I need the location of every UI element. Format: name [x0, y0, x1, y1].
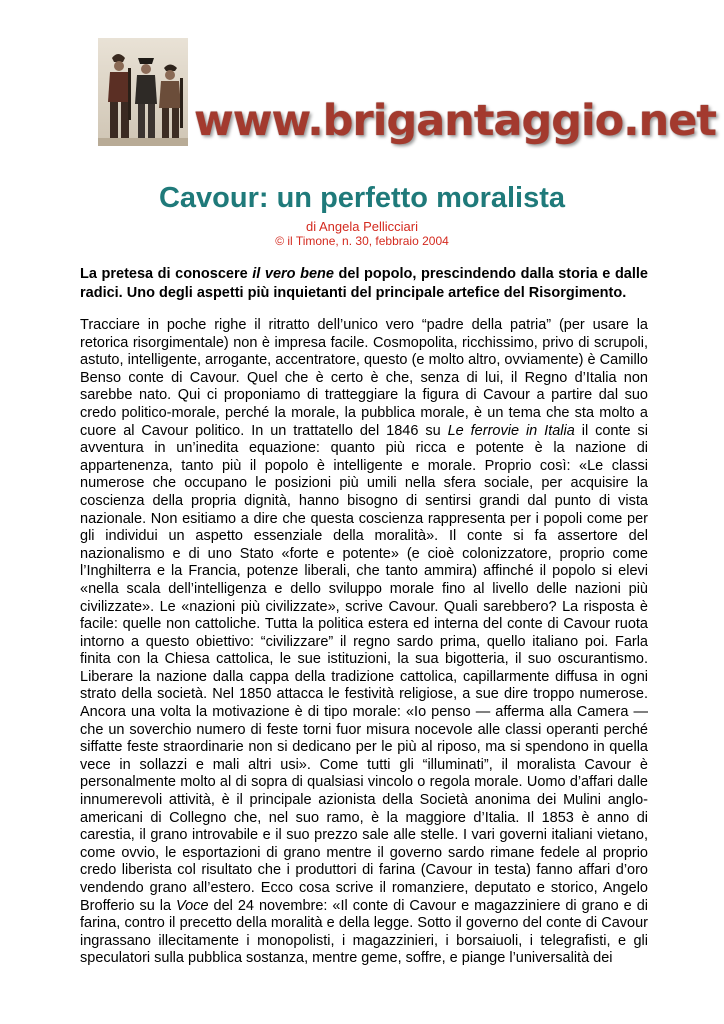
- body-text-2: il conte si avventura in un’inedita equazione: quanto più ricca e potente è la nazione di appartenenza, tanto più il popolo è intelligente e morale. Proprio così: «Le classi numerose che occupano le posizioni più umili nella sfera sociale, per acquisire la coscienza della propria dignità, hanno bisogno di sentirsi grandi dal punto di vista nazionale. Non esitiamo a dire che questa coscienza rappresenta per i popoli come per gli individui un aspetto essenziale della moralità». Il conte si fa assertore del nazionalismo e di uno Stato «forte e potente» (e cioè colonizzatore, proprio come l’Inghilterra e la Francia, potenze liberali, che tanto ammira) affinché il popolo si elevi «nella scala dell’intelligenza e dello sviluppo morale fino al livello delle nazioni più civilizzate». Le «nazioni più civilizzate», scrive Cavour. Quali sarebbero? La risposta è facile: quelle non cattoliche. Tutta la politica estera ed interna del conte di Cavour ruota intorno a questo obiettivo: “civilizzare” il regno sardo prima, quello italiano poi. Farla finita con la Chiesa cattolica, le sue istituzioni, la sua bigotteria, il suo oscurantismo. Liberare la nazione dalla cappa della tradizione cattolica, capillarmente diffusa in ogni strato della società. Nel 1850 attacca le festività religiose, a sue dire troppo numerose. Ancora una volta la motivazione è di tipo morale: «Io penso — afferma alla Camera — che un soverchio numero di feste torni fuor misura nocevole alle classi operanti perché siffatte feste straordinarie non si dedicano per le più al riposo, ma si spendono in quella vece in sollazzi e mali altri usi». Come tutti gli “illuminati”, il moralista Cavour è personalmente molto al di sopra di qualsiasi vincolo o regola morale. Uomo d’affari dalle innumerevoli attività, è il principale azionista della Società anonima dei Mulini anglo-americani di Collegno che, nel suo ramo, è la maggiore d’Italia. Il 1853 è anno di carestia, il grano introvabile e il suo prezzo sale alle stelle. I vari governi italiani vietano, come ovvio, le esportazioni di grano mentre il governo sardo rimane fedele al proprio credo liberista col risultato che i produttori di farina (Cavour in testa) fanno affari d’oro vendendo grano all’estero. Ecco cosa scrive il romanziere, deputato e storico, Angelo Brofferio su la: [80, 422, 648, 914]
- article-title: Cavour: un perfetto moralista: [158, 182, 566, 214]
- article-body: [80, 317, 648, 968]
- body-text-3: del 24 novembre: «Il conte di Cavour e magazziniere di grano e di farina, contro il precetto della moralità e della legge. Sotto il governo del conte di Cavour ingrassano illecitamente i monopolisti, i magazzinieri, i borsaiuoli, i telegrafisti, e gli speculatori sulla pubblica sostanza, mentre geme, soffre, e piange l’universalità dei: [80, 897, 648, 967]
- site-name-logo: www.brigantaggio.net: [194, 96, 716, 146]
- lead-text-2: del popolo, prescindendo dalla storia e dalle radici. Uno degli aspetti più inquietanti del principale artefice del Risorgimento.: [80, 266, 648, 301]
- article-author: di Angela Pellicciari: [305, 219, 418, 234]
- article-lead: [80, 265, 648, 303]
- lead-italic: il vero bene: [252, 266, 334, 282]
- article-source: © il Timone, n. 30, febbraio 2004: [275, 234, 449, 248]
- brigands-photo-logo: [98, 38, 188, 146]
- body-italic-1: Le ferrovie in Italia: [447, 422, 575, 439]
- lead-text-1: La pretesa di conoscere: [80, 266, 253, 282]
- site-header: [98, 38, 716, 148]
- body-text-1: Tracciare in poche righe il ritratto dell’unico vero “padre della patria” (per usare la retorica risorgimentale) non è impresa facile. Cosmopolita, ricchissimo, privo di scrupoli, astuto, intelligente, arrogante, accentratore, questo (e molto altro, ovviamente) è Camillo Benso conte di Cavour. Quel che è certo è che, senza di lui, il Regno d’Italia non sarebbe nato. Qui ci proponiamo di tratteggiare la figura di Cavour a partire dal suo credo politico-morale, perché la morale, la pubblica morale, è un tema che sta molto a cuore al Cavour politico. In un trattatello del 1846 su: [80, 317, 648, 439]
- body-italic-2: Voce: [176, 897, 209, 914]
